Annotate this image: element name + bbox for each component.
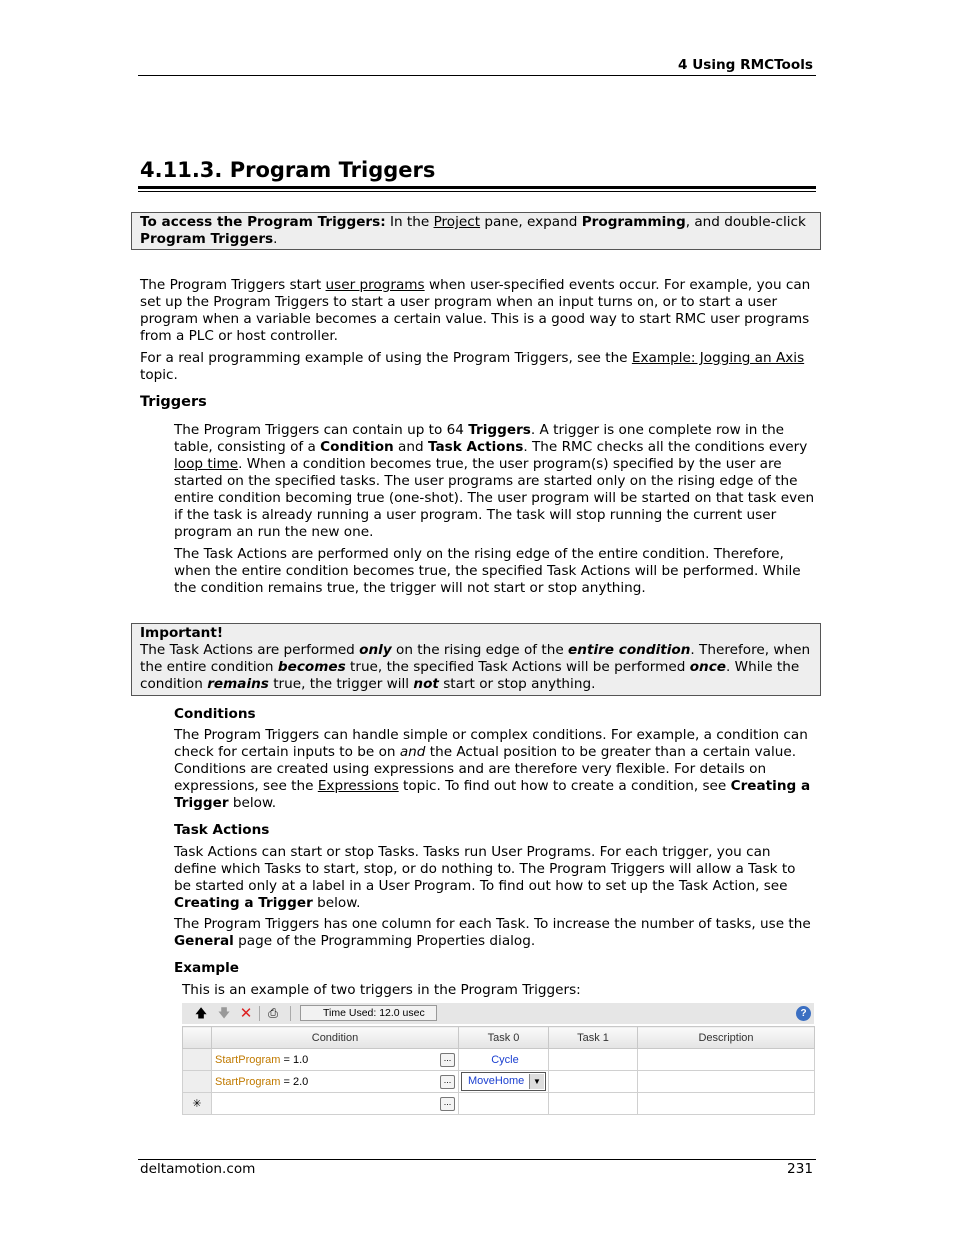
user-programs-link[interactable]: user programs <box>325 277 425 293</box>
access-box: To access the Program Triggers: In the Project pane, expand Programming, and double-click Program Triggers. <box>131 212 821 250</box>
time-used-indicator: Time Used: 12.0 usec <box>300 1005 437 1021</box>
task-1-cell[interactable] <box>549 1071 638 1093</box>
task-actions-heading: Task Actions <box>174 822 270 838</box>
task-0-dropdown[interactable]: MoveHome ▼ <box>461 1072 546 1091</box>
condition-cell[interactable]: StartProgram = 2.0 ... <box>212 1071 459 1093</box>
example-jogging-link[interactable]: Example: Jogging an Axis <box>631 350 805 366</box>
title-rule-thick <box>138 186 816 189</box>
triggers-paragraph-1: The Program Triggers can contain up to 64 Triggers. A trigger is one complete row in the table, consisting of a Condition and Task Actions. The RMC checks all the conditions every loop time. When a condition becomes true, the user program(s) specified by the user are started on the specified tasks. The user programs are started only on the rising edge of the entire condition becoming true (one-shot). The user program will be started on that task even if the task is already running a user program. The task will stop running the current user program an run the new one. <box>174 422 815 540</box>
new-row-icon: ✳ <box>183 1093 212 1115</box>
move-down-icon[interactable]: 🡇 <box>217 1006 231 1020</box>
description-cell[interactable] <box>638 1071 815 1093</box>
column-header-task-1[interactable]: Task 1 <box>549 1027 638 1049</box>
help-icon[interactable]: ? <box>796 1006 811 1021</box>
conditions-heading: Conditions <box>174 706 256 722</box>
chevron-down-icon[interactable]: ▼ <box>529 1074 544 1089</box>
example-text: This is an example of two triggers in the Program Triggers: <box>182 982 581 998</box>
table-row[interactable] <box>183 1071 815 1093</box>
task-0-cell[interactable] <box>459 1071 549 1093</box>
triggers-paragraph-2: The Task Actions are performed only on the rising edge of the entire condition. Therefore, when the entire condition becomes true, the specified Task Actions will be performed. While the condition remains true, the trigger will not start or stop anything. <box>174 546 801 596</box>
task-actions-paragraph-2: The Program Triggers has one column for each Task. To increase the number of tasks, use the General page of the Programming Properties dialog. <box>174 916 811 949</box>
row-selector[interactable] <box>183 1049 212 1071</box>
delete-icon[interactable]: ✕ <box>239 1005 253 1022</box>
triggers-table <box>182 1026 815 1115</box>
move-up-icon[interactable]: 🡅 <box>194 1006 208 1020</box>
description-cell[interactable] <box>638 1049 815 1071</box>
example-heading: Example <box>174 960 240 976</box>
row-selector[interactable] <box>183 1071 212 1093</box>
description-cell[interactable] <box>638 1093 815 1115</box>
intro-paragraph-1: The Program Triggers start user programs when user-specified events occur. For example, you can set up the Program Triggers to start a user program when an input turns on, or to start a user program when a variable becomes a certain value. This is a good way to start RMC user programs from a PLC or host controller. <box>140 277 811 344</box>
page-title: 4.11.3. Program Triggers <box>140 158 436 182</box>
project-link[interactable]: Project <box>433 214 481 230</box>
table-row[interactable] <box>183 1049 815 1071</box>
column-header-condition[interactable]: Condition <box>212 1027 459 1049</box>
page-number: 231 <box>787 1161 813 1177</box>
grid-toolbar <box>182 1003 814 1024</box>
task-0-cell[interactable] <box>459 1093 549 1115</box>
expressions-link[interactable]: Expressions <box>317 778 399 794</box>
edit-condition-button[interactable]: ... <box>440 1097 455 1111</box>
edit-condition-button[interactable]: ... <box>440 1053 455 1067</box>
column-header-task-0[interactable]: Task 0 <box>459 1027 549 1049</box>
program-triggers-grid <box>182 1003 814 1114</box>
task-0-cell[interactable]: Cycle <box>459 1049 549 1071</box>
important-label: Important! <box>140 625 224 641</box>
footer-site: deltamotion.com <box>140 1161 256 1177</box>
footer-rule <box>138 1159 816 1160</box>
row-header-corner <box>183 1027 212 1049</box>
intro-paragraph-2: For a real programming example of using the Program Triggers, see the Example: Jogging an Axis topic. <box>140 350 805 383</box>
triggers-heading: Triggers <box>140 394 207 410</box>
loop-time-link[interactable]: loop time <box>174 456 239 472</box>
important-box: Important! The Task Actions are performed only on the rising edge of the entire condition. Therefore, when the entire condition becomes true, the specified Task Actions will be performed once. While the condition remains true, the trigger will not start or stop anything. <box>131 623 821 696</box>
print-icon[interactable]: ⎙ <box>268 1006 278 1020</box>
task-1-cell[interactable] <box>549 1093 638 1115</box>
title-rule-thin <box>138 191 816 192</box>
condition-cell[interactable] <box>212 1093 459 1115</box>
conditions-paragraph: The Program Triggers can handle simple or complex conditions. For example, a condition can check for certain inputs to be on and the Actual position to be greater than a certain value. Conditions are created using expressions and are therefore very flexible. For details on expressions, see the Expressions topic. To find out how to create a condition, see Creating a Trigger below. <box>174 727 811 811</box>
task-actions-paragraph-1: Task Actions can start or stop Tasks. Tasks run User Programs. For each trigger, you can define which Tasks to start, stop, or do nothing to. The Program Triggers will allow a Task to be started only at a label in a User Program. To find out how to set up the Task Action, see Creating a Trigger below. <box>174 844 796 911</box>
task-1-cell[interactable] <box>549 1049 638 1071</box>
edit-condition-button[interactable]: ... <box>440 1075 455 1089</box>
running-header: 4 Using RMCTools <box>678 57 813 73</box>
header-rule <box>138 75 816 76</box>
condition-cell[interactable]: StartProgram = 1.0 ... <box>212 1049 459 1071</box>
column-header-description[interactable]: Description <box>638 1027 815 1049</box>
new-row[interactable] <box>183 1093 815 1115</box>
